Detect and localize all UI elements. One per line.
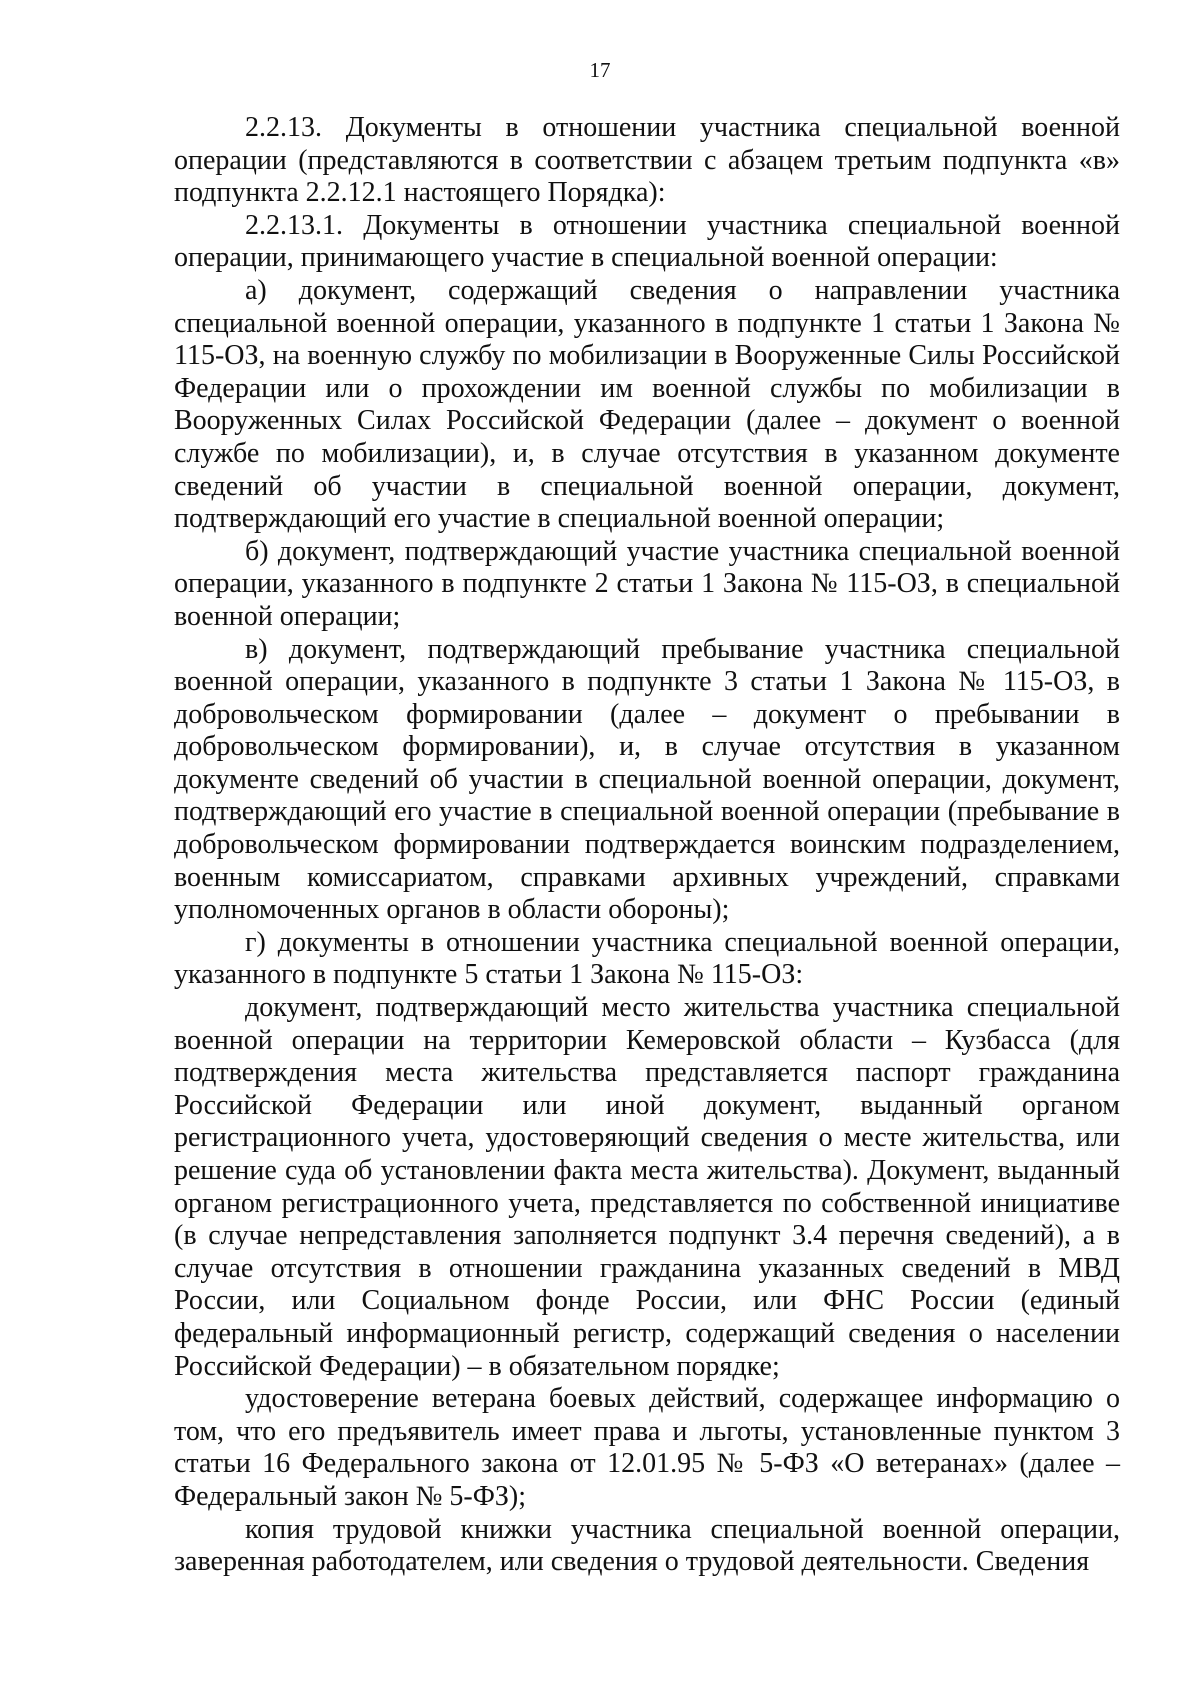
paragraph-item-v: в) документ, подтверждающий пребывание участника специальной военной операции, указанного в подпункте 3 статьи 1 Закона № 115-ОЗ, в добровольческом формировании (далее – документ о пребывании в добровольческом формировании), и, в случае отсутствия в указанном документе сведений об участии в специальной военной операции, документ, подтверждающий его участие в специальной военной операции (пребывание в добровольческом формировании подтверждается воинским подразделением, военным комиссариатом, справками архивных учреждений, справками уполномоченных органов в области обороны); bbox=[174, 633, 1120, 926]
paragraph-work-book-copy: копия трудовой книжки участника специальной военной операции, заверенная работодателем, или сведения о трудовой деятельности. Сведения bbox=[174, 1513, 1120, 1578]
paragraph-residence-document: документ, подтверждающий место жительства участника специальной военной операции на территории Кемеровской области – Кузбасса (для подтверждения места жительства представляется паспорт гражданина Российской Федерации или иной документ, выданный органом регистрационного учета, удостоверяющий сведения о месте жительства, или решение суда об установлении факта места жительства). Документ, выданный органом регистрационного учета, представляется по собственной инициативе (в случае непредставления заполняется подпункт 3.4 перечня сведений), а в случае отсутствия в отношении гражданина указанных сведений в МВД России, или Социальном фонде России, или ФНС России (единый федеральный информационный регистр, содержащий сведения о населении Российской Федерации) – в обязательном порядке; bbox=[174, 992, 1120, 1382]
paragraph-2-2-13-1: 2.2.13.1. Документы в отношении участника специальной военной операции, принимающего участие в специальной военной операции: bbox=[174, 209, 1120, 274]
paragraph-2-2-13: 2.2.13. Документы в отношении участника специальной военной операции (представляются в соответствии с абзацем третьим подпункта «в» подпункта 2.2.12.1 настоящего Порядка): bbox=[174, 112, 1120, 209]
paragraph-item-a: а) документ, содержащий сведения о направлении участника специальной военной операции, указанного в подпункте 1 статьи 1 Закона № 115-ОЗ, на военную службу по мобилизации в Вооруженные Силы Российской Федерации или о прохождении им военной службы по мобилизации в Вооруженных Силах Российской Федерации (далее – документ о военной службе по мобилизации), и, в случае отсутствия в указанном документе сведений об участии в специальной военной операции, документ, подтверждающий его участие в специальной военной операции; bbox=[174, 274, 1120, 535]
paragraph-veteran-certificate: удостоверение ветерана боевых действий, содержащее информацию о том, что его предъявитель имеет права и льготы, установленные пунктом 3 статьи 16 Федерального закона от 12.01.95 № 5-ФЗ «О ветеранах» (далее – Федеральный закон № 5-ФЗ); bbox=[174, 1383, 1120, 1512]
paragraph-item-g: г) документы в отношении участника специальной военной операции, указанного в подпункте 5 статьи 1 Закона № 115-ОЗ: bbox=[174, 926, 1120, 991]
page-number: 17 bbox=[589, 58, 611, 82]
paragraph-item-b: б) документ, подтверждающий участие участника специальной военной операции, указанного в подпункте 2 статьи 1 Закона № 115-ОЗ, в специальной военной операции; bbox=[174, 535, 1120, 632]
document-body bbox=[174, 112, 1120, 1579]
